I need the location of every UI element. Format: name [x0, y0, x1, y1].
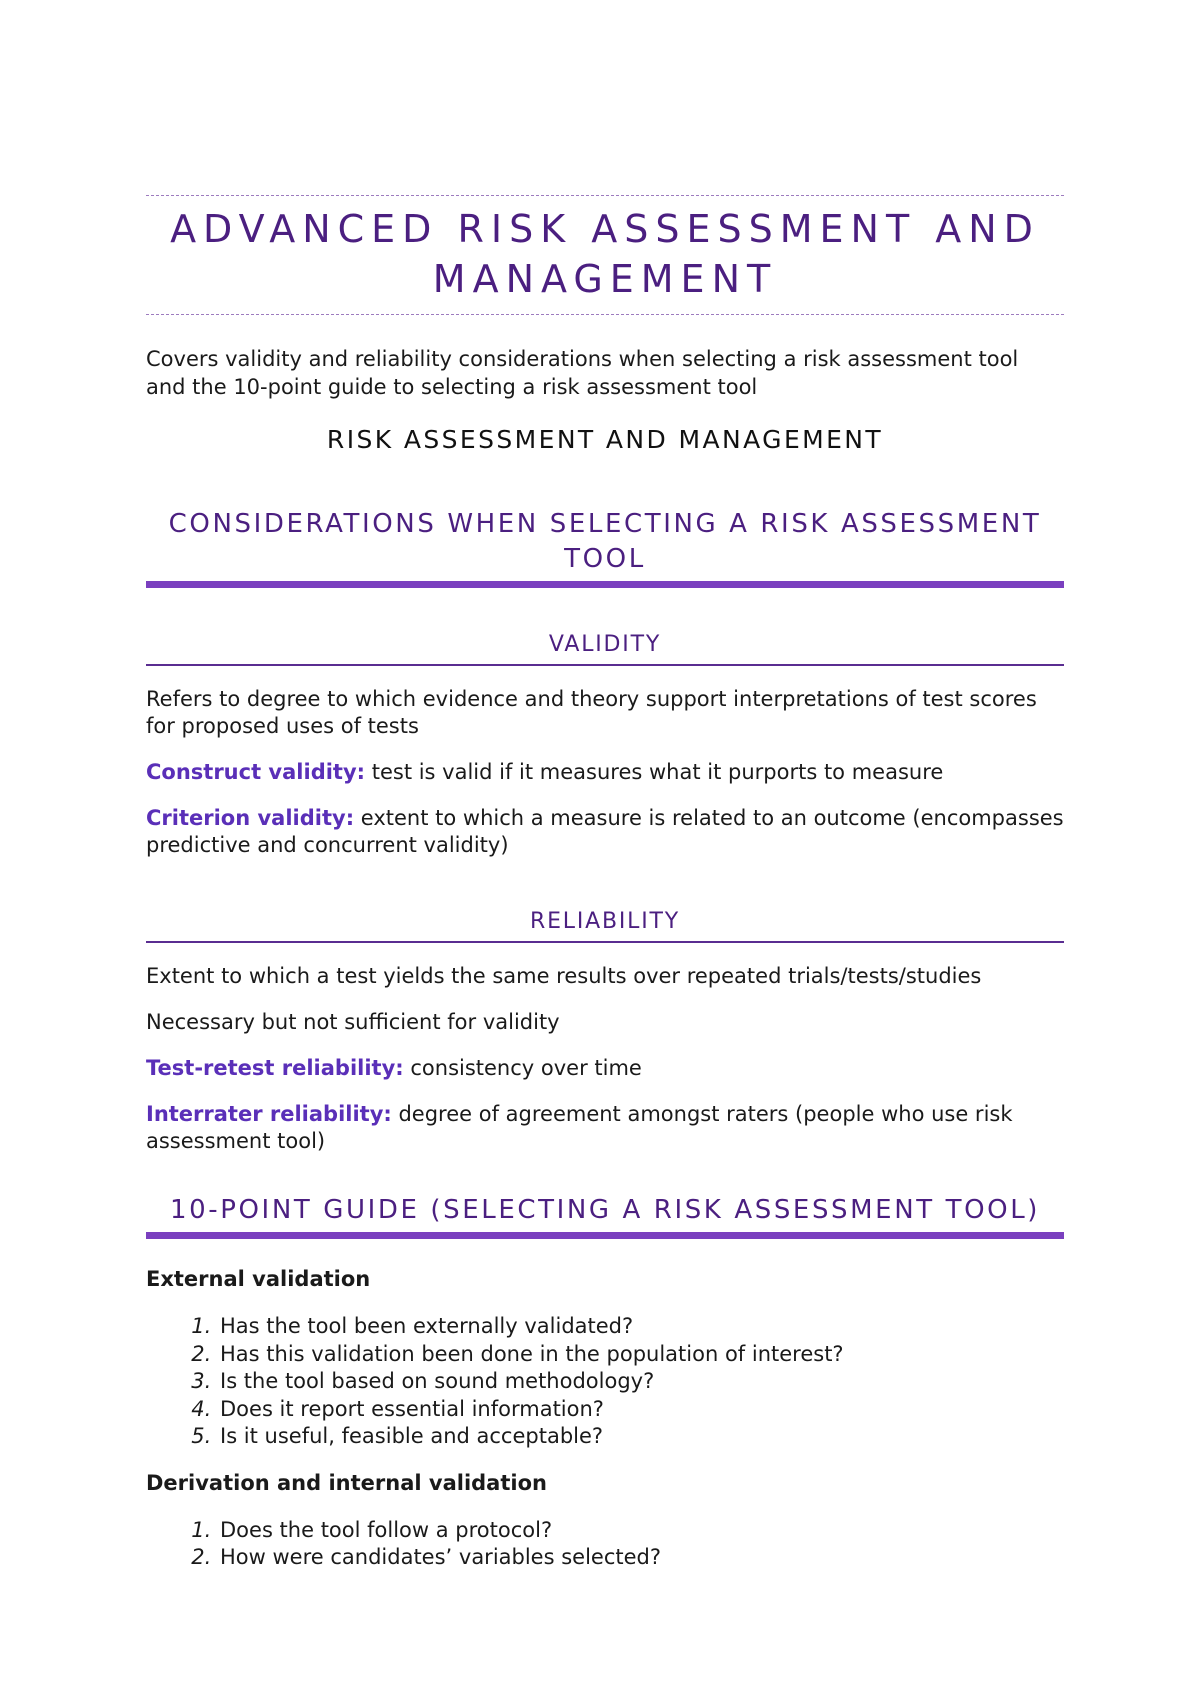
list-item: 2. How were candidates’ variables selected? — [218, 1544, 1064, 1572]
interrater-text: degree of agreement amongst raters (people who use risk assessment tool) — [146, 1102, 1013, 1153]
guide-heading: 10-POINT GUIDE (SELECTING A RISK ASSESSMENT TOOL) — [146, 1193, 1064, 1239]
reliability-heading: RELIABILITY — [146, 907, 1064, 943]
document-title: ADVANCED RISK ASSESSMENT AND MANAGEMENT — [170, 207, 1040, 301]
list-item: 5. Is it useful, feasible and acceptable? — [218, 1423, 1064, 1451]
derivation-validation-title: Derivation and internal validation — [146, 1470, 547, 1495]
criterion-validity-text: extent to which a measure is related to an outcome (encompasses predictive and concurrent validity) — [146, 806, 1064, 857]
criterion-validity — [146, 805, 1064, 859]
list-item: 3. Is the tool based on sound methodology? — [218, 1368, 1064, 1396]
test-retest-term: Test-retest reliability: — [146, 1056, 404, 1080]
external-validation-list — [146, 1313, 1064, 1451]
validity-definition: Refers to degree to which evidence and theory support interpretations of test scores for proposed uses of tests — [146, 687, 1037, 738]
list-item: 2. Has this validation been done in the population of interest? — [218, 1341, 1064, 1369]
list-item: 4. Does it report essential information? — [218, 1396, 1064, 1424]
document-summary: Covers validity and reliability considerations when selecting a risk assessment tool and the 10-point guide to selecting a risk assessment tool — [146, 347, 1019, 399]
external-validation-title: External validation — [146, 1267, 371, 1291]
document-page — [146, 195, 1064, 1572]
criterion-validity-term: Criterion validity: — [146, 806, 355, 830]
construct-validity-text: test is valid if it measures what it purports to measure — [365, 760, 944, 784]
course-heading: RISK ASSESSMENT AND MANAGEMENT — [326, 425, 884, 454]
test-retest-reliability — [146, 1055, 1064, 1082]
reliability-definition: Extent to which a test yields the same results over repeated trials/tests/studies — [146, 964, 982, 988]
interrater-term: Interrater reliability: — [146, 1102, 392, 1126]
list-item: 1. Does the tool follow a protocol? — [218, 1517, 1064, 1545]
interrater-reliability — [146, 1101, 1064, 1155]
reliability-note: Necessary but not sufficient for validity — [146, 1010, 560, 1034]
construct-validity-term: Construct validity: — [146, 760, 366, 784]
test-retest-text: consistency over time — [403, 1056, 642, 1080]
construct-validity — [146, 759, 1064, 786]
considerations-heading: CONSIDERATIONS WHEN SELECTING A RISK ASSESSMENT TOOL — [146, 507, 1064, 588]
validity-heading: VALIDITY — [146, 630, 1064, 666]
title-block — [146, 195, 1064, 315]
list-item: 1. Has the tool been externally validated? — [218, 1313, 1064, 1341]
derivation-validation-list — [146, 1517, 1064, 1572]
